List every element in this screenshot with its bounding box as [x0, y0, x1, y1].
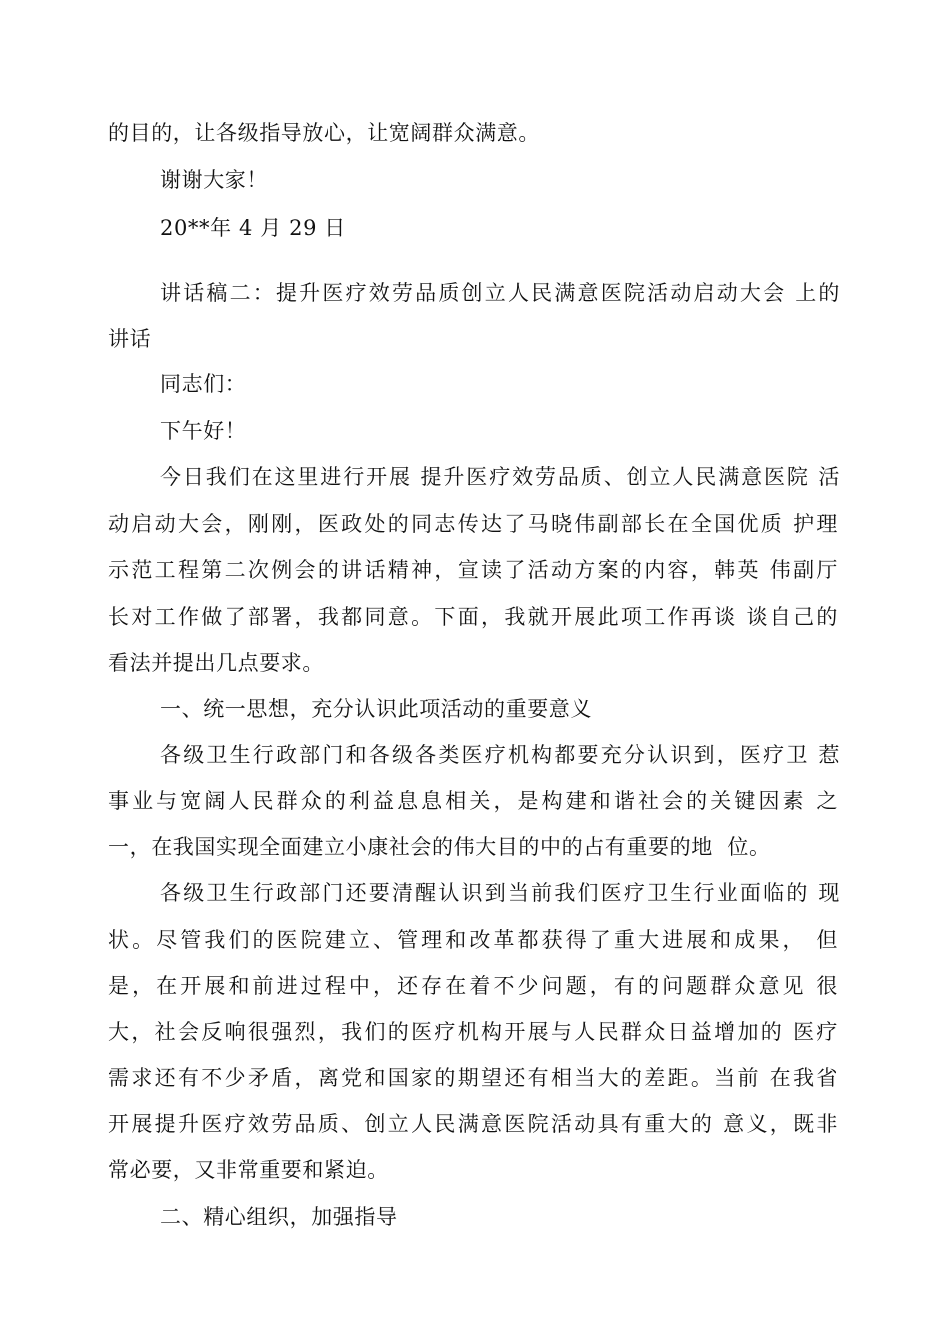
salutation-line: 同志们： [160, 372, 247, 396]
paragraph-line: 的目的，让各级指导放心，让宽阔群众满意。 [108, 121, 540, 145]
paragraph-line: 长对工作做了部署，我都同意。下面，我就开展此项工作再谈 谈自己的 [108, 605, 838, 629]
paragraph-line: 常必要，又非常重要和紧迫。 [108, 1158, 389, 1182]
section-heading: 一、统一思想，充分认识此项活动的重要意义 [160, 697, 592, 721]
paragraph-line: 各级卫生行政部门还要清醒认识到当前我们医疗卫生行业面临的 现 [160, 881, 840, 905]
paragraph-line: 看法并提出几点要求。 [108, 651, 324, 675]
thanks-line: 谢谢大家！ [160, 168, 268, 192]
paragraph-line: 今日我们在这里进行开展 提升医疗效劳品质、创立人民满意医院 活 [160, 465, 840, 489]
paragraph-line: 各级卫生行政部门和各级各类医疗机构都要充分认识到，医疗卫 惹 [160, 743, 840, 767]
paragraph-line: 需求还有不少矛盾，离党和国家的期望还有相当大的差距。当前 在我省 [108, 1066, 838, 1090]
section-heading: 二、精心组织，加强指导 [160, 1205, 398, 1229]
paragraph-line: 示范工程第二次例会的讲话精神，宣读了活动方案的内容，韩英 伟副厅 [108, 558, 838, 582]
paragraph-line: 动启动大会，刚刚，医政处的同志传达了马晓伟副部长在全国优质 护理 [108, 512, 838, 536]
paragraph-line: 是，在开展和前进过程中，还存在着不少问题，有的问题群众意见 很 [108, 974, 838, 998]
paragraph-line: 大，社会反响很强烈，我们的医疗机构开展与人民群众日益增加的 医疗 [108, 1020, 838, 1044]
paragraph-line: 开展提升医疗效劳品质、创立人民满意医院活动具有重大的 意义，既非 [108, 1112, 838, 1136]
date-line: 20**年 4 月 29 日 [160, 216, 346, 240]
paragraph-line: 一，在我国实现全面建立小康社会的伟大目的中的占有重要的地 位。 [108, 835, 771, 859]
heading-line: 讲话稿二：提升医疗效劳品质创立人民满意医院活动启动大会 上的 [160, 281, 840, 305]
paragraph-line: 状。尽管我们的医院建立、管理和改革都获得了重大进展和成果， 但 [108, 928, 838, 952]
paragraph-line: 事业与宽阔人民群众的利益息息相关，是构建和谐社会的关键因素 之 [108, 789, 838, 813]
greeting-line: 下午好！ [160, 419, 247, 443]
heading-line: 讲话 [108, 327, 152, 351]
